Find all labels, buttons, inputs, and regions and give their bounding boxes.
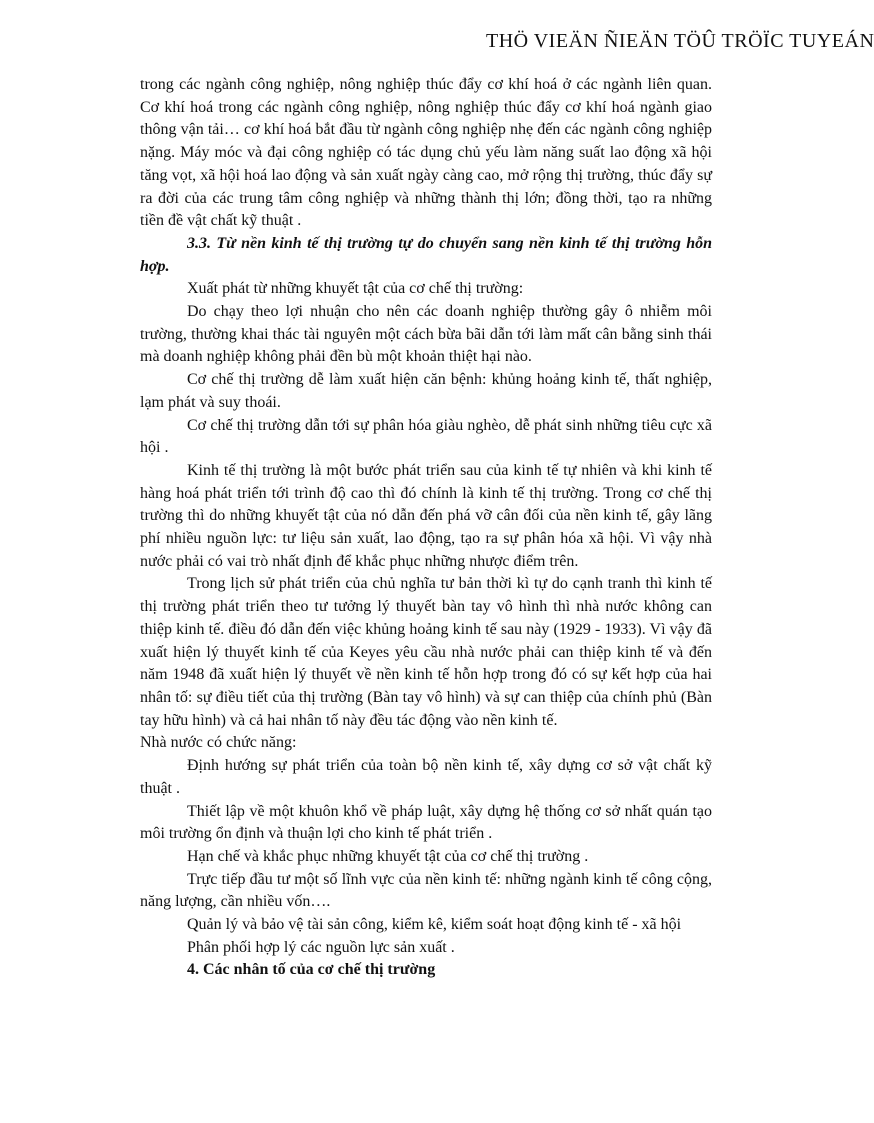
section-heading-3-3: 3.3. Từ nền kinh tế thị trường tự do chuyển sang nền kinh tế thị trường hỗn hợp. [140, 234, 712, 275]
paragraph-function-legal: Thiết lập về một khuôn khổ về pháp luật, xây dựng hệ thống cơ sở nhất quán tạo môi trường ổn định và thuận lợi cho kinh tế phát triển . [140, 802, 712, 843]
paragraph-history: Trong lịch sử phát triển của chủ nghĩa tư bản thời kì tự do cạnh tranh thì kinh tế thị trường phát triển theo tư tưởng lý thuyết bàn tay vô hình thì nhà nước không can thiệp kinh tế. điều đó dẫn đến việc khủng hoảng kinh tế sau này (1929 - 1933). Vì vậy đã xuất hiện lý thuyết kinh tế của Keyes yêu cầu nhà nước phải can thiệp kinh tế và đến năm 1948 đã xuất hiện lý thuyết về nền kinh tế hỗn hợp trong đó có sự kết hợp của hai nhân tố: sự điều tiết của thị trường (Bàn tay vô hình) và sự can thiệp của chính phủ (Bàn tay hữu hình) và cả hai nhân tố này đều tác động vào nền kinh tế. [140, 575, 712, 729]
paragraph-function-orient: Định hướng sự phát triển của toàn bộ nền kinh tế, xây dựng cơ sở vật chất kỹ thuật . [140, 757, 712, 797]
paragraph-state-functions-heading: Nhà nước có chức năng: [140, 734, 297, 752]
document-body [140, 74, 712, 982]
paragraph-market-economy: Kinh tế thị trường là một bước phát triển sau của kinh tế tự nhiên và khi kinh tế hàng hoá phát triển tới trình độ cao thì đó chính là kinh tế thị trường. Trong cơ chế thị trường thì do những khuyết tật của nó dẫn đến phá vỡ cân đối của nền kinh tế, gây lãng phí nhiều nguồn lực: tư liệu sản xuất, lao động, tạo ra sự phân hóa xã hội. Vì vậy nhà nước phải có vai trò nhất định để khắc phục những nhược điểm trên. [140, 461, 712, 570]
paragraph-crisis: Cơ chế thị trường dễ làm xuất hiện căn bệnh: khủng hoảng kinh tế, thất nghiệp, lạm phát và suy thoái. [140, 371, 712, 411]
paragraph-defects-intro: Xuất phát từ những khuyết tật của cơ chế thị trường: [187, 280, 524, 298]
paragraph-function-invest: Trực tiếp đầu tư một số lĩnh vực của nền kinh tế: những ngành kinh tế công cộng, năng lượng, cần nhiều vốn…. [140, 870, 712, 911]
paragraph-inequality: Cơ chế thị trường dẫn tới sự phân hóa giàu nghèo, dễ phát sinh những tiêu cực xã hội . [140, 416, 712, 457]
section-heading-4: 4. Các nhân tố của cơ chế thị trường [187, 961, 436, 979]
paragraph-function-allocate: Phân phối hợp lý các nguồn lực sản xuất . [187, 938, 455, 956]
paragraph-function-manage: Quản lý và bảo vệ tài sản công, kiểm kê, kiểm soát hoạt động kinh tế - xã hội [187, 916, 682, 934]
paragraph-function-limit: Hạn chế và khắc phục những khuyết tật của cơ chế thị trường . [187, 847, 589, 865]
paragraph-pollution: Do chạy theo lợi nhuận cho nên các doanh nghiệp thường gây ô nhiễm môi trường, thường khai thác tài nguyên một cách bừa bãi dẫn tới làm mất cân bằng sinh thái mà doanh nghiệp không phải đền bù một khoản thiệt hại nào. [140, 303, 712, 366]
paragraph-mechanization: trong các ngành công nghiệp, nông nghiệp thúc đẩy cơ khí hoá ở các ngành liên quan. Cơ khí hoá trong các ngành công nghiệp, nông nghiệp thúc đẩy cơ khí hoá ngành giao thông vận tải… cơ khí hoá bắt đầu từ ngành công nghiệp nhẹ đến các ngành công nghiệp nặng. Máy móc và đại công nghiệp có tác dụng chủ yếu làm năng suất lao động xã hội tăng vọt, xã hội hoá lao động và sản xuất ngày càng cao, mở rộng thị trường, thúc đẩy sự ra đời của các trung tâm công nghiệp và những thành thị lớn; đồng thời, tạo ra những tiền đề vật chất kỹ thuật . [140, 76, 712, 230]
running-header: THÖ VIEÄN ÑIEÄN TÖÛ TRÖÏC TUYEÁN [486, 30, 874, 52]
